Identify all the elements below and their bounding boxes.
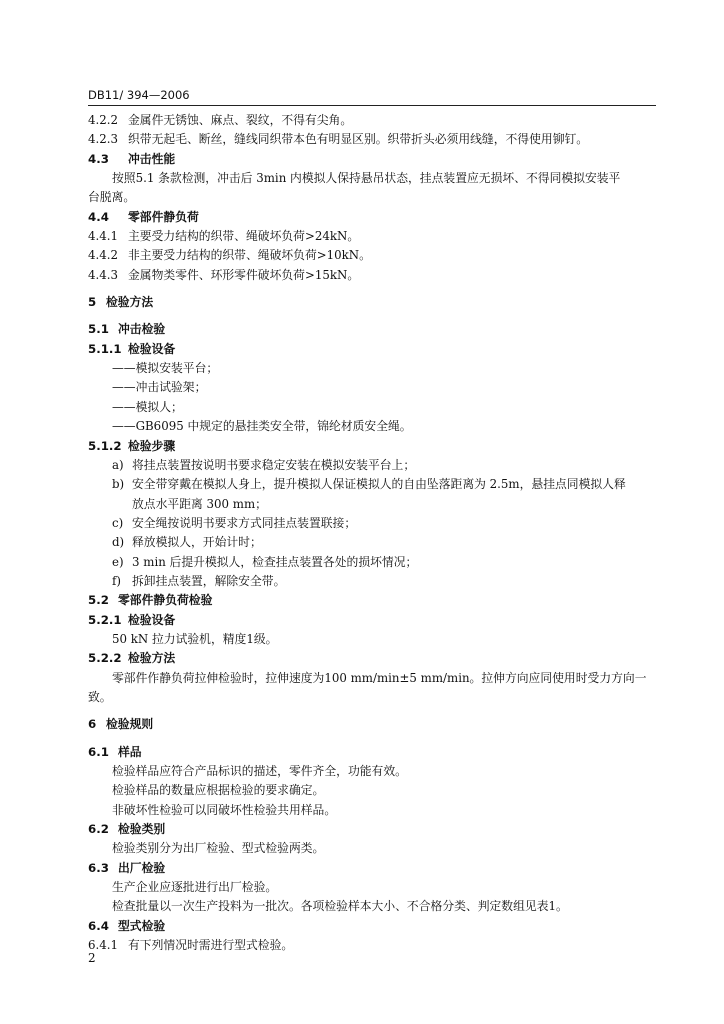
heading-number: 5.2	[88, 593, 109, 608]
header-rule	[88, 105, 656, 106]
heading-text: 零部件静负荷检验	[118, 593, 213, 608]
clause-text: 织带无起毛、断丝，缝线同织带本色有明显区别。织带折头必须用线缝，不得使用铆钉。	[128, 132, 589, 147]
heading-6-4	[88, 917, 658, 936]
step-item-d	[88, 533, 658, 552]
paragraph-line: 按照5.1 条款检测，冲击后 3min 内模拟人保持悬吊状态，挂点装置应无损坏、不得同模拟安装平	[112, 171, 621, 186]
heading-number: 5.1	[88, 322, 109, 337]
step-text: 安全绳按说明书要求方式同挂点装置联接；	[132, 515, 357, 530]
step-label: b)	[112, 477, 125, 492]
clause-text: 有下列情况时需进行型式检验。	[128, 938, 294, 953]
paragraph-line: 台脱离。	[88, 190, 136, 205]
heading-5-1-2	[88, 437, 658, 456]
heading-text: 检验步骤	[128, 438, 176, 453]
section-number: 6	[88, 717, 97, 732]
step-label: d)	[112, 535, 125, 550]
page-number: 2	[88, 951, 96, 965]
clause-text: 非主要受力结构的织带、绳破坏负荷>10kN。	[128, 248, 371, 263]
heading-6-2	[88, 820, 658, 839]
document-header: DB11/ 394—2006	[88, 88, 190, 102]
heading-text: 冲击检验	[118, 322, 166, 337]
heading-number: 6.4	[88, 918, 109, 933]
clause-text: 主要受力结构的织带、绳破坏负荷>24kN。	[128, 229, 360, 244]
step-label: a)	[112, 457, 124, 472]
heading-number: 6.2	[88, 822, 109, 837]
heading-5-1-1	[88, 340, 658, 359]
clause-4-4-2	[88, 246, 658, 265]
step-label: e)	[112, 554, 124, 569]
section-heading-6	[88, 715, 658, 734]
step-item-c	[88, 514, 658, 533]
section-number: 5	[88, 295, 97, 310]
dash-list-item: ——GB6095 中规定的悬挂类安全带，锦纶材质安全绳。	[112, 419, 412, 434]
step-continuation: 放点水平距离 300 mm；	[132, 496, 267, 511]
dash-list-item: ——模拟人；	[112, 399, 183, 414]
dash-list-item: ——冲击试验架；	[112, 380, 207, 395]
paragraph-line: 检查批量以一次生产投料为一批次。各项检验样本大小、不合格分类、判定数组见表1。	[112, 899, 568, 914]
heading-4-4	[88, 208, 658, 227]
paragraph-line: 检验样品应符合产品标识的描述，零件齐全，功能有效。	[112, 764, 407, 778]
heading-text: 检验类别	[118, 822, 166, 837]
heading-number: 4.4	[88, 209, 109, 224]
heading-text: 零部件静负荷	[128, 209, 199, 224]
clause-text: 金属物类零件、环形零件破坏负荷>15kN。	[128, 267, 360, 282]
document-body	[88, 111, 658, 955]
clause-6-4-1	[88, 936, 658, 955]
step-item-b	[88, 475, 658, 494]
heading-5-1	[88, 320, 658, 339]
heading-6-3	[88, 859, 658, 878]
heading-text: 型式检验	[118, 918, 166, 933]
clause-4-2-3	[88, 130, 658, 149]
step-text: 3 min 后提升模拟人，检查挂点装置各处的损坏情况；	[132, 554, 418, 569]
clause-4-4-3	[88, 266, 658, 285]
paragraph-line: 50 kN 拉力试验机，精度1级。	[112, 631, 278, 646]
heading-number: 5.2.1	[88, 612, 122, 627]
step-label: f)	[112, 573, 121, 588]
clause-number: 4.4.3	[88, 267, 119, 282]
heading-4-3	[88, 150, 658, 169]
paragraph-line: 零部件作静负荷拉伸检验时，拉伸速度为100 mm/min±5 mm/min。拉伸方向应同使用时受力方向一	[112, 670, 647, 685]
heading-6-1	[88, 743, 658, 762]
clause-4-4-1	[88, 227, 658, 246]
heading-5-2-1	[88, 611, 658, 630]
heading-number: 6.3	[88, 860, 109, 875]
heading-number: 5.1.1	[88, 341, 122, 356]
clause-number: 4.2.2	[88, 113, 119, 127]
heading-number: 5.1.2	[88, 438, 122, 453]
step-text: 拆卸挂点装置，解除安全带。	[132, 573, 286, 588]
section-heading-5	[88, 293, 658, 312]
heading-5-2	[88, 591, 658, 610]
heading-text: 检验方法	[128, 651, 176, 666]
paragraph-line: 非破坏性检验可以同破坏性检验共用样品。	[112, 802, 337, 817]
clause-number: 4.4.1	[88, 229, 119, 244]
section-title: 检验规则	[106, 717, 154, 732]
heading-text: 检验设备	[128, 612, 176, 627]
paragraph-line: 检验样品的数量应根据检验的要求确定。	[112, 783, 325, 798]
step-label: c)	[112, 515, 124, 530]
step-text: 将挂点装置按说明书要求稳定安装在模拟安装平台上；	[132, 457, 416, 472]
clause-4-2-2	[88, 111, 658, 130]
section-title: 检验方法	[106, 295, 154, 310]
paragraph-line: 致。	[88, 689, 112, 704]
clause-number: 6.4.1	[88, 938, 119, 953]
heading-number: 5.2.2	[88, 651, 122, 666]
step-text: 释放模拟人，开始计时；	[132, 535, 262, 550]
paragraph-line: 检验类别分为出厂检验、型式检验两类。	[112, 841, 325, 856]
clause-number: 4.4.2	[88, 248, 119, 263]
heading-text: 样品	[118, 744, 142, 759]
step-item-a	[88, 456, 658, 475]
paragraph-line: 生产企业应逐批进行出厂检验。	[112, 880, 278, 895]
step-text: 安全带穿戴在模拟人身上，提升模拟人保证模拟人的自由坠落距离为 2.5m，悬挂点同模拟人释	[132, 477, 626, 492]
heading-text: 出厂检验	[118, 860, 166, 875]
heading-text: 冲击性能	[128, 151, 176, 166]
heading-number: 4.3	[88, 151, 109, 166]
clause-text: 金属件无锈蚀、麻点、裂纹，不得有尖角。	[128, 113, 353, 127]
clause-number: 4.2.3	[88, 132, 119, 147]
heading-text: 检验设备	[128, 341, 176, 356]
step-item-e	[88, 553, 658, 572]
heading-number: 6.1	[88, 744, 109, 759]
heading-5-2-2	[88, 649, 658, 668]
step-item-f	[88, 572, 658, 591]
dash-list-item: ——模拟安装平台；	[112, 361, 219, 376]
